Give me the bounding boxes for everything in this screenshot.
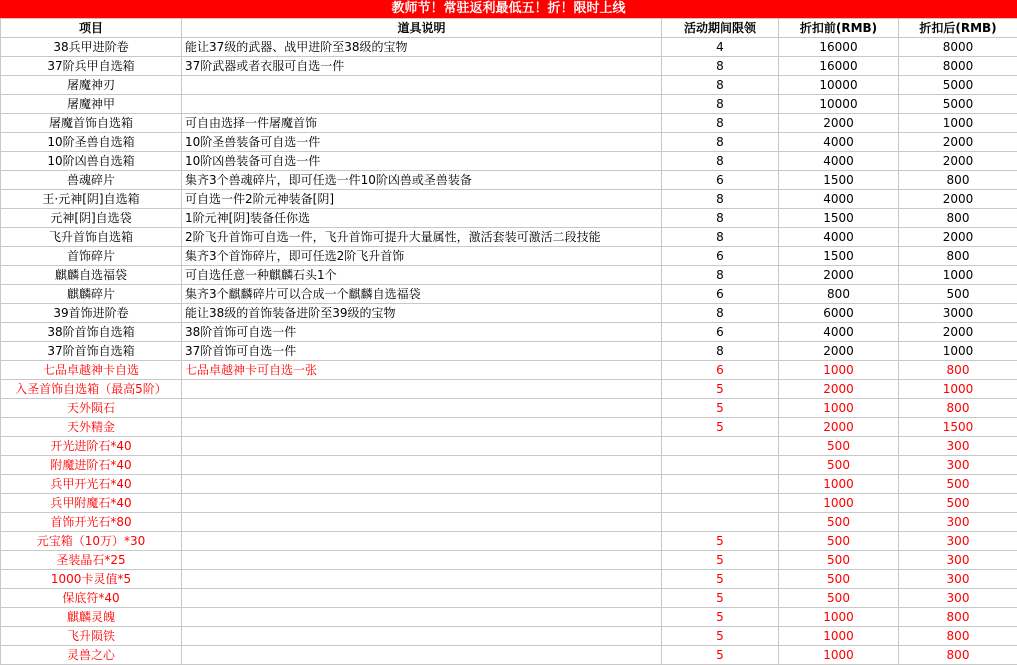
cell-description[interactable] [182,532,662,551]
cell-price-after[interactable]: 800 [899,627,1017,646]
cell-price-before[interactable]: 1000 [779,399,899,418]
cell-price-before[interactable]: 500 [779,589,899,608]
cell-description[interactable] [182,627,662,646]
item-discount-table [0,18,1017,665]
cell-description[interactable] [182,418,662,437]
cell-item[interactable]: 保底符*40 [1,589,182,608]
cell-price-after[interactable]: 300 [899,456,1017,475]
cell-item[interactable]: 10阶圣兽自选箱 [1,133,182,152]
header-limit[interactable]: 活动期间限领 [662,19,779,38]
cell-description[interactable]: 能让38级的首饰装备进阶至39级的宝物 [182,304,662,323]
cell-item[interactable]: 入圣首饰自选箱（最高5阶） [1,380,182,399]
table-row [1,228,1017,247]
cell-limit[interactable]: 5 [662,570,779,589]
cell-price-after[interactable]: 1000 [899,114,1017,133]
cell-item[interactable]: 麒麟灵魄 [1,608,182,627]
cell-price-after[interactable]: 500 [899,494,1017,513]
table-row [1,627,1017,646]
header-price-before[interactable]: 折扣前(RMB) [779,19,899,38]
cell-description[interactable] [182,380,662,399]
cell-item[interactable]: 天外陨石 [1,399,182,418]
cell-item[interactable]: 天外精金 [1,418,182,437]
cell-price-before[interactable]: 1500 [779,209,899,228]
cell-price-after[interactable]: 500 [899,475,1017,494]
cell-item[interactable]: 屠魔神甲 [1,95,182,114]
cell-limit[interactable]: 8 [662,76,779,95]
table-row [1,380,1017,399]
table-row [1,76,1017,95]
cell-price-before[interactable]: 10000 [779,95,899,114]
table-row [1,475,1017,494]
header-price-after[interactable]: 折扣后(RMB) [899,19,1017,38]
cell-description[interactable]: 可自选任意一种麒麟石头1个 [182,266,662,285]
cell-price-after[interactable]: 300 [899,551,1017,570]
cell-price-before[interactable]: 6000 [779,304,899,323]
cell-price-after[interactable]: 5000 [899,95,1017,114]
table-row [1,532,1017,551]
table-row [1,285,1017,304]
cell-item[interactable]: 麒麟碎片 [1,285,182,304]
cell-limit[interactable]: 5 [662,418,779,437]
cell-limit[interactable]: 8 [662,342,779,361]
cell-price-before[interactable]: 4000 [779,152,899,171]
table-row [1,209,1017,228]
cell-price-before[interactable]: 1500 [779,247,899,266]
cell-item[interactable]: 元宝箱（10万）*30 [1,532,182,551]
cell-limit[interactable]: 6 [662,323,779,342]
cell-price-before[interactable]: 800 [779,285,899,304]
table-row [1,38,1017,57]
header-description[interactable]: 道具说明 [182,19,662,38]
cell-description[interactable] [182,494,662,513]
cell-price-before[interactable]: 500 [779,437,899,456]
table-row [1,570,1017,589]
cell-item[interactable]: 麒麟自选福袋 [1,266,182,285]
cell-item[interactable]: 圣装晶石*25 [1,551,182,570]
cell-price-before[interactable]: 2000 [779,114,899,133]
table-row [1,494,1017,513]
table-row [1,646,1017,665]
cell-description[interactable]: 1阶元神[阴]装备任你选 [182,209,662,228]
cell-limit[interactable]: 5 [662,589,779,608]
cell-price-after[interactable]: 1000 [899,266,1017,285]
cell-description[interactable] [182,437,662,456]
cell-limit[interactable]: 5 [662,627,779,646]
cell-price-after[interactable]: 2000 [899,323,1017,342]
cell-item[interactable]: 10阶凶兽自选箱 [1,152,182,171]
cell-description[interactable] [182,456,662,475]
cell-price-after[interactable]: 800 [899,209,1017,228]
cell-price-after[interactable]: 300 [899,589,1017,608]
cell-item[interactable]: 灵兽之心 [1,646,182,665]
table-row [1,114,1017,133]
cell-limit[interactable]: 5 [662,399,779,418]
cell-limit[interactable]: 6 [662,171,779,190]
cell-item[interactable]: 元神[阴]自选袋 [1,209,182,228]
cell-limit[interactable]: 8 [662,190,779,209]
cell-price-after[interactable]: 300 [899,532,1017,551]
cell-item[interactable]: 38阶首饰自选箱 [1,323,182,342]
cell-item[interactable]: 37阶首饰自选箱 [1,342,182,361]
table-row [1,437,1017,456]
cell-price-before[interactable]: 2000 [779,380,899,399]
cell-price-before[interactable]: 1000 [779,361,899,380]
cell-price-before[interactable]: 2000 [779,418,899,437]
cell-limit[interactable]: 5 [662,608,779,627]
cell-description[interactable]: 集齐3个兽魂碎片，即可任选一件10阶凶兽或圣兽装备 [182,171,662,190]
cell-description[interactable] [182,76,662,95]
cell-price-after[interactable]: 300 [899,570,1017,589]
cell-description[interactable]: 10阶圣兽装备可自选一件 [182,133,662,152]
cell-limit[interactable]: 4 [662,38,779,57]
table-row [1,304,1017,323]
cell-price-before[interactable]: 16000 [779,38,899,57]
cell-price-before[interactable]: 1000 [779,494,899,513]
cell-item[interactable]: 屠魔首饰自选箱 [1,114,182,133]
table-row [1,418,1017,437]
table-row [1,589,1017,608]
cell-item[interactable]: 飞升陨铁 [1,627,182,646]
cell-item[interactable]: 37阶兵甲自选箱 [1,57,182,76]
cell-item[interactable]: 兵甲附魔石*40 [1,494,182,513]
table-row [1,361,1017,380]
cell-price-after[interactable]: 8000 [899,38,1017,57]
cell-price-after[interactable]: 800 [899,361,1017,380]
cell-item[interactable]: 兵甲开光石*40 [1,475,182,494]
cell-price-after[interactable]: 1000 [899,380,1017,399]
table-row [1,399,1017,418]
table-row [1,152,1017,171]
cell-price-before[interactable]: 500 [779,456,899,475]
cell-limit[interactable]: 8 [662,57,779,76]
table-row [1,57,1017,76]
cell-item[interactable]: 首饰碎片 [1,247,182,266]
cell-description[interactable]: 集齐3个麒麟碎片可以合成一个麒麟自选福袋 [182,285,662,304]
cell-description[interactable]: 可自由选择一件屠魔首饰 [182,114,662,133]
cell-price-before[interactable]: 1000 [779,627,899,646]
cell-limit[interactable] [662,513,779,532]
cell-item[interactable]: 38兵甲进阶卷 [1,38,182,57]
cell-limit[interactable]: 8 [662,228,779,247]
cell-limit[interactable] [662,456,779,475]
cell-price-after[interactable]: 300 [899,513,1017,532]
cell-limit[interactable] [662,475,779,494]
cell-description[interactable] [182,95,662,114]
table-row [1,323,1017,342]
cell-item[interactable]: 开光进阶石*40 [1,437,182,456]
cell-limit[interactable]: 8 [662,209,779,228]
cell-limit[interactable]: 8 [662,133,779,152]
cell-limit[interactable]: 8 [662,152,779,171]
cell-price-before[interactable]: 4000 [779,190,899,209]
cell-price-before[interactable]: 1500 [779,171,899,190]
cell-price-after[interactable]: 800 [899,399,1017,418]
cell-price-before[interactable]: 500 [779,532,899,551]
cell-price-before[interactable]: 500 [779,513,899,532]
cell-limit[interactable]: 6 [662,285,779,304]
cell-limit[interactable]: 6 [662,361,779,380]
cell-item[interactable]: 兽魂碎片 [1,171,182,190]
cell-price-after[interactable]: 2000 [899,152,1017,171]
table-row [1,551,1017,570]
cell-price-after[interactable]: 5000 [899,76,1017,95]
cell-limit[interactable]: 5 [662,532,779,551]
cell-price-after[interactable]: 2000 [899,133,1017,152]
cell-price-after[interactable]: 1500 [899,418,1017,437]
cell-limit[interactable]: 5 [662,551,779,570]
cell-description[interactable]: 2阶飞升首饰可自选一件，飞升首饰可提升大量属性，激活套装可激活二段技能 [182,228,662,247]
cell-description[interactable] [182,399,662,418]
cell-price-before[interactable]: 1000 [779,646,899,665]
cell-limit[interactable]: 8 [662,266,779,285]
cell-description[interactable] [182,570,662,589]
promo-banner-title: 教师节！常驻返利最低五！折！限时上线 [0,0,1017,18]
cell-limit[interactable]: 6 [662,247,779,266]
cell-description[interactable] [182,608,662,627]
cell-limit[interactable]: 5 [662,646,779,665]
table-row [1,133,1017,152]
table-row [1,171,1017,190]
cell-limit[interactable]: 8 [662,95,779,114]
cell-price-after[interactable]: 1000 [899,342,1017,361]
cell-price-after[interactable]: 800 [899,646,1017,665]
header-item[interactable]: 项目 [1,19,182,38]
cell-price-after[interactable]: 800 [899,608,1017,627]
cell-price-before[interactable]: 2000 [779,342,899,361]
cell-price-before[interactable]: 16000 [779,57,899,76]
cell-price-before[interactable]: 1000 [779,608,899,627]
cell-description[interactable] [182,513,662,532]
cell-price-before[interactable]: 500 [779,570,899,589]
cell-price-after[interactable]: 8000 [899,57,1017,76]
cell-item[interactable]: 屠魔神刃 [1,76,182,95]
table-row [1,190,1017,209]
cell-description[interactable] [182,589,662,608]
table-header-row [1,19,1017,38]
cell-description[interactable] [182,646,662,665]
cell-description[interactable]: 可自选一件2阶元神装备[阴] [182,190,662,209]
cell-limit[interactable]: 5 [662,380,779,399]
cell-limit[interactable]: 8 [662,114,779,133]
table-row [1,95,1017,114]
table-row [1,247,1017,266]
cell-price-before[interactable]: 10000 [779,76,899,95]
cell-price-before[interactable]: 4000 [779,133,899,152]
cell-item[interactable]: 飞升首饰自选箱 [1,228,182,247]
cell-description[interactable]: 能让37级的武器、战甲进阶至38级的宝物 [182,38,662,57]
cell-price-after[interactable]: 800 [899,171,1017,190]
cell-description[interactable]: 37阶武器或者衣服可自选一件 [182,57,662,76]
table-row [1,266,1017,285]
cell-price-after[interactable]: 2000 [899,190,1017,209]
cell-description[interactable]: 七品卓越神卡可自选一张 [182,361,662,380]
cell-limit[interactable]: 8 [662,304,779,323]
table-row [1,456,1017,475]
table-body [1,38,1017,665]
cell-price-after[interactable]: 3000 [899,304,1017,323]
cell-price-before[interactable]: 4000 [779,323,899,342]
cell-price-before[interactable]: 500 [779,551,899,570]
cell-description[interactable] [182,475,662,494]
table-row [1,608,1017,627]
cell-item[interactable]: 附魔进阶石*40 [1,456,182,475]
cell-price-after[interactable]: 300 [899,437,1017,456]
cell-item[interactable]: 首饰开光石*80 [1,513,182,532]
cell-price-before[interactable]: 4000 [779,228,899,247]
cell-item[interactable]: 王·元神[阴]自选箱 [1,190,182,209]
cell-description[interactable]: 10阶凶兽装备可自选一件 [182,152,662,171]
cell-price-after[interactable]: 500 [899,285,1017,304]
cell-limit[interactable] [662,494,779,513]
table-row [1,342,1017,361]
cell-price-before[interactable]: 1000 [779,475,899,494]
cell-price-before[interactable]: 2000 [779,266,899,285]
cell-item[interactable]: 39首饰进阶卷 [1,304,182,323]
cell-price-after[interactable]: 2000 [899,228,1017,247]
table-row [1,513,1017,532]
cell-description[interactable]: 38阶首饰可自选一件 [182,323,662,342]
cell-item[interactable]: 七品卓越神卡自选 [1,361,182,380]
cell-limit[interactable] [662,437,779,456]
cell-description[interactable]: 37阶首饰可自选一件 [182,342,662,361]
cell-description[interactable]: 集齐3个首饰碎片，即可任选2阶飞升首饰 [182,247,662,266]
cell-item[interactable]: 1000卡灵值*5 [1,570,182,589]
cell-price-after[interactable]: 800 [899,247,1017,266]
cell-description[interactable] [182,551,662,570]
